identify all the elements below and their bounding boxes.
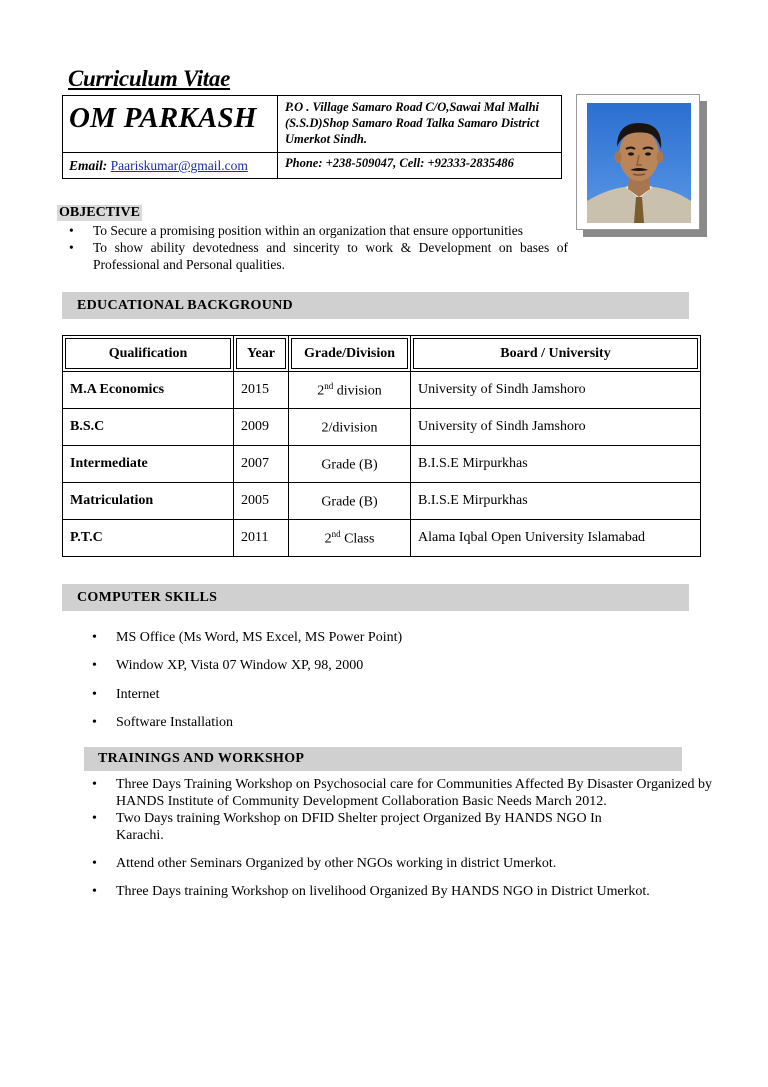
bullet-icon: • bbox=[92, 884, 97, 899]
profile-photo bbox=[587, 103, 691, 223]
contact-header bbox=[62, 95, 562, 179]
list-item: • Attend other Seminars Organized by other NGOs working in district Umerkot. bbox=[92, 856, 557, 871]
bullet-icon: • bbox=[92, 715, 97, 730]
table-row: M.A Economics 2015 2nd division University of Sindh Jamshoro bbox=[63, 372, 701, 409]
bullet-icon: • bbox=[92, 658, 97, 673]
postal-address: P.O . Village Samaro Road C/O,Sawai Mal Malhi (S.S.D)Shop Samaro Road Talka Samaro District Umerkot Sindh. bbox=[285, 100, 540, 146]
objective-heading: OBJECTIVE bbox=[59, 205, 140, 220]
bullet-icon: • bbox=[92, 777, 97, 792]
table-row: B.S.C 2009 2/division University of Sindh Jamshoro bbox=[63, 409, 701, 446]
bullet-icon: • bbox=[92, 687, 97, 702]
document-title: Curriculum Vitae bbox=[68, 66, 231, 91]
photo-frame bbox=[576, 94, 700, 230]
trainings-list bbox=[92, 776, 712, 900]
education-heading: EDUCATIONAL BACKGROUND bbox=[62, 292, 689, 319]
bullet-icon: • bbox=[69, 240, 74, 255]
bullet-icon: • bbox=[92, 856, 97, 871]
column-header: Board / University bbox=[413, 338, 698, 369]
candidate-name: OM PARKASH bbox=[69, 102, 257, 134]
phone-line: Phone: +238-509047, Cell: +92333-2835486 bbox=[285, 156, 514, 170]
education-table bbox=[62, 335, 701, 557]
bullet-icon: • bbox=[69, 223, 74, 238]
table-row: Intermediate 2007 Grade (B) B.I.S.E Mirpurkhas bbox=[63, 446, 701, 483]
email-line bbox=[69, 158, 248, 174]
computer-skills-heading: COMPUTER SKILLS bbox=[62, 584, 689, 611]
column-header: Year bbox=[236, 338, 286, 369]
trainings-heading: TRAININGS AND WORKSHOP bbox=[84, 747, 682, 771]
objective-item: • To show ability devotedness and sincerity to work & Development on bases of Professional and Personal qualities. bbox=[69, 240, 568, 272]
table-row: Matriculation 2005 Grade (B) B.I.S.E Mirpurkhas bbox=[63, 483, 701, 520]
objective-item: • To Secure a promising position within an organization that ensure opportunities bbox=[69, 223, 523, 238]
bullet-icon: • bbox=[92, 630, 97, 645]
list-item: • Three Days training Workshop on livelihood Organized By HANDS NGO in District Umerkot. bbox=[92, 884, 650, 899]
bullet-icon: • bbox=[92, 811, 97, 826]
column-header: Qualification bbox=[65, 338, 231, 369]
email-label: Email: bbox=[69, 158, 108, 173]
objective-list bbox=[68, 222, 568, 273]
computer-skills-list: • MS Office (Ms Word, MS Excel, MS Power Point) • Window XP, Vista 07 Window XP, 98, 2000 • Internet • Software Installation bbox=[92, 630, 403, 730]
column-header: Grade/Division bbox=[291, 338, 408, 369]
list-item: • Three Days Training Workshop on Psychosocial care for Communities Affected By Disaster Organized by HANDS Institute of Community Development Collaboration Basic Needs March 2012. bbox=[92, 777, 712, 809]
table-header-row bbox=[63, 336, 701, 372]
table-row: P.T.C 2011 2nd Class Alama Iqbal Open University Islamabad bbox=[63, 520, 701, 557]
email-link[interactable]: Paariskumar@gmail.com bbox=[110, 158, 248, 173]
list-item: • Two Days training Workshop on DFID Shelter project Organized By HANDS NGO In Karachi. bbox=[92, 811, 602, 843]
